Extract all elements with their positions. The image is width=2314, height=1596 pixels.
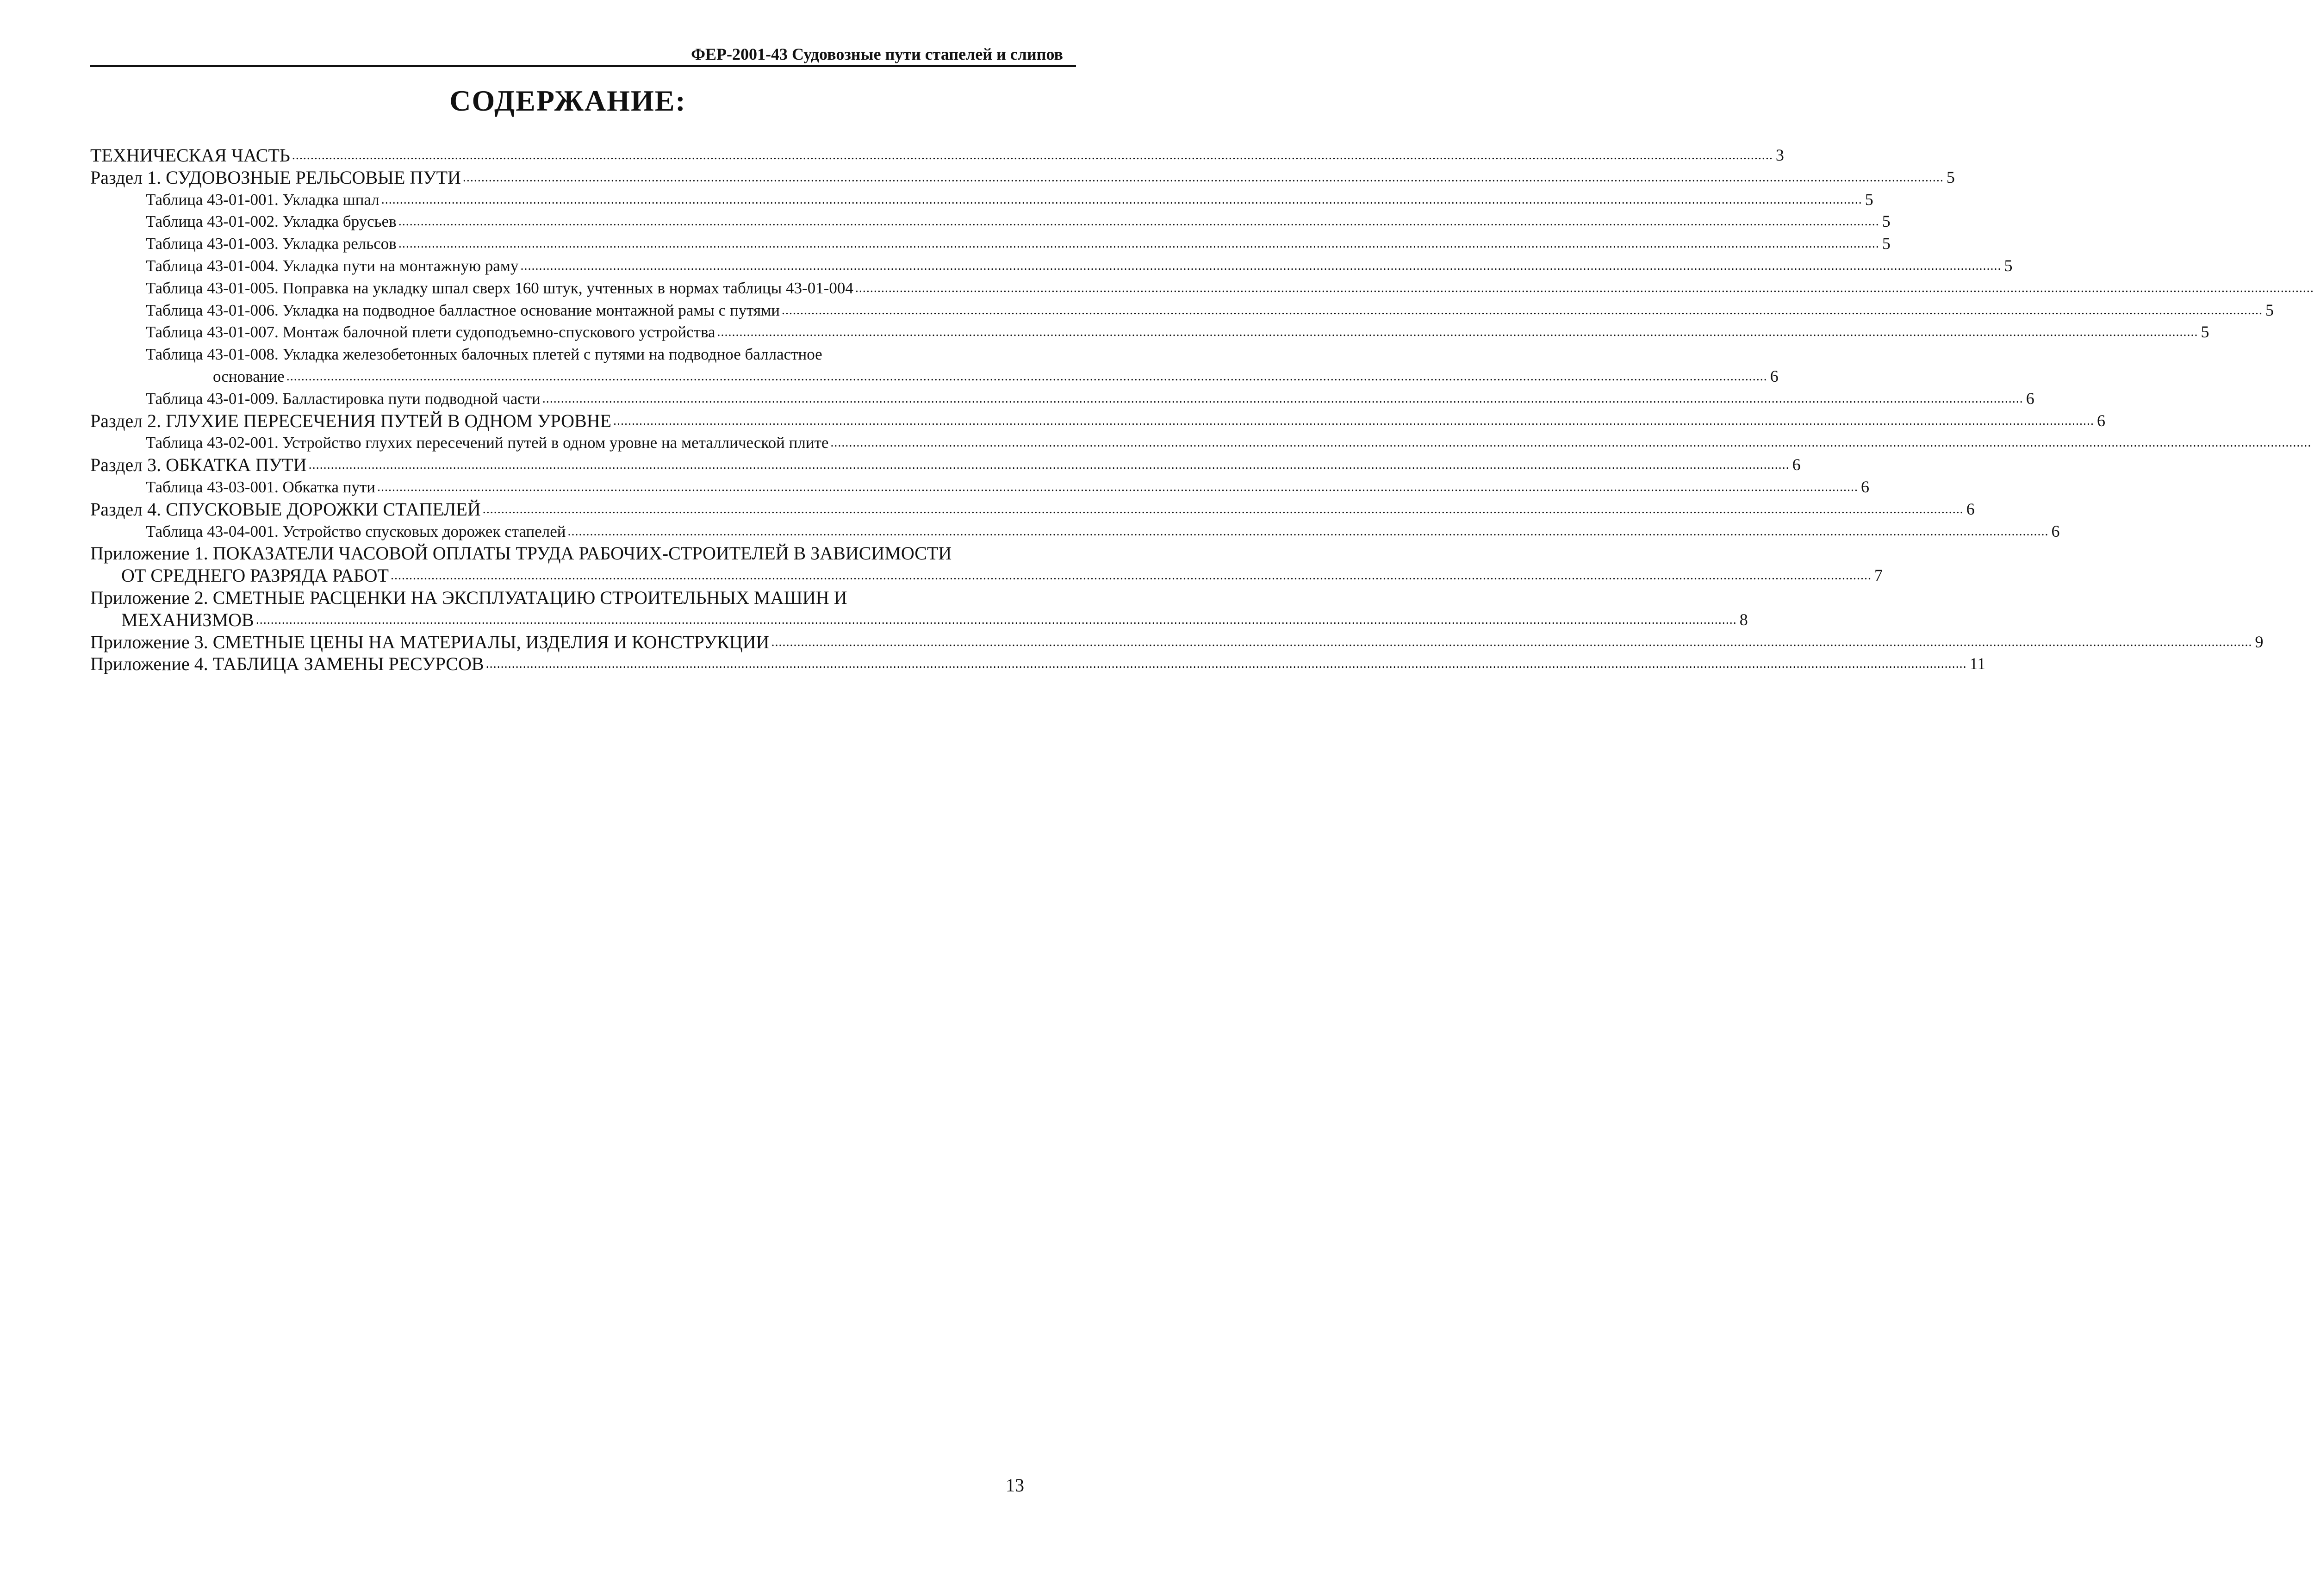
toc-entry-label: Таблица 43-01-001. Укладка шпал bbox=[146, 190, 379, 209]
toc-entry-label: Раздел 2. ГЛУХИЕ ПЕРЕСЕЧЕНИЯ ПУТЕЙ В ОДНОМ УРОВНЕ bbox=[90, 410, 612, 431]
toc-entry-section-3[interactable] bbox=[90, 454, 1801, 476]
toc-entry-table-43-01-008-line2[interactable] bbox=[90, 366, 1779, 388]
toc-entry-table-43-04-001[interactable] bbox=[90, 521, 2060, 543]
dot-leader bbox=[381, 189, 1862, 211]
dot-leader bbox=[292, 144, 1773, 167]
toc-entry-appendix-4[interactable] bbox=[90, 653, 1986, 675]
toc-entry-page: 6 bbox=[1770, 366, 1779, 385]
toc-entry-table-43-01-006[interactable] bbox=[90, 299, 2274, 322]
toc-entry-table-43-02-001[interactable] bbox=[90, 432, 1027, 454]
toc-entry-appendix-2-line2[interactable] bbox=[90, 609, 1748, 631]
toc-entry-label: ОТ СРЕДНЕГО РАЗРЯДА РАБОТ bbox=[121, 565, 389, 586]
dot-leader bbox=[855, 277, 2314, 299]
toc-entry-page: 9 bbox=[2255, 632, 2264, 651]
toc-entry-label: Таблица 43-01-009. Балластировка пути подводной части bbox=[146, 389, 541, 408]
toc-entry-page: 11 bbox=[1969, 654, 1986, 673]
dot-leader bbox=[613, 410, 2094, 432]
dot-leader bbox=[256, 609, 1737, 631]
toc-entry-table-43-01-007[interactable] bbox=[90, 321, 2209, 343]
toc-entry-table-43-01-001[interactable] bbox=[90, 189, 1873, 211]
dot-leader bbox=[398, 233, 1879, 255]
dot-leader bbox=[830, 432, 2311, 454]
toc-entry-label: Таблица 43-04-001. Устройство спусковых дорожек стапелей bbox=[146, 522, 566, 540]
toc-entry-label: Таблица 43-01-004. Укладка пути на монтажную раму bbox=[146, 256, 519, 275]
dot-leader bbox=[391, 565, 1872, 587]
toc-entry-section-4[interactable] bbox=[90, 498, 1975, 521]
toc-entry-label: Приложение 2. СМЕТНЫЕ РАСЦЕНКИ НА ЭКСПЛУАТАЦИЮ СТРОИТЕЛЬНЫХ МАШИН И bbox=[90, 587, 847, 608]
toc-entry-page: 6 bbox=[1966, 499, 1975, 518]
toc-entry-label: Приложение 3. СМЕТНЫЕ ЦЕНЫ НА МАТЕРИАЛЫ, ИЗДЕЛИЯ И КОНСТРУКЦИИ bbox=[90, 631, 770, 652]
toc-entry-label: Раздел 1. СУДОВОЗНЫЕ РЕЛЬСОВЫЕ ПУТИ bbox=[90, 167, 461, 188]
dot-leader bbox=[771, 631, 2252, 653]
toc-entry-table-43-01-003[interactable] bbox=[90, 233, 1891, 255]
dot-leader bbox=[782, 299, 2263, 322]
dot-leader bbox=[463, 167, 1944, 189]
toc-entry-label: Таблица 43-01-007. Монтаж балочной плети судоподъемно-спускового устройства bbox=[146, 323, 715, 342]
toc-entry-table-43-01-004[interactable] bbox=[90, 255, 2013, 277]
dot-leader bbox=[486, 653, 1967, 675]
toc-entry-label: Таблица 43-01-005. Поправка на укладку шпал сверх 160 штук, учтенных в нормах таблицы 43-01-004 bbox=[146, 279, 853, 297]
toc-entry-label: Таблица 43-01-006. Укладка на подводное балластное основание монтажной рамы с путями bbox=[146, 301, 780, 319]
toc-entry-label: Таблица 43-01-008. Укладка железобетонных балочных плетей с путями на подводное балластное bbox=[146, 345, 822, 364]
toc-entry-page: 5 bbox=[2265, 300, 2274, 319]
table-of-contents bbox=[90, 144, 2274, 675]
toc-entry-page: 6 bbox=[2026, 389, 2034, 408]
toc-entry-page: 6 bbox=[1792, 455, 1801, 474]
toc-entry-label: Таблица 43-03-001. Обкатка пути bbox=[146, 478, 375, 496]
toc-entry-appendix-1-line1[interactable] bbox=[90, 542, 1027, 565]
toc-entry-label: Раздел 4. СПУСКОВЫЕ ДОРОЖКИ СТАПЕЛЕЙ bbox=[90, 498, 481, 520]
toc-entry-label: Таблица 43-01-002. Укладка брусьев bbox=[146, 212, 397, 231]
toc-entry-appendix-3[interactable] bbox=[90, 631, 2264, 653]
toc-entry-page: 6 bbox=[2051, 522, 2060, 540]
toc-entry-section-1[interactable] bbox=[90, 167, 1955, 189]
toc-entry-label: основание bbox=[213, 367, 285, 385]
toc-entry-label: ТЕХНИЧЕСКАЯ ЧАСТЬ bbox=[90, 145, 290, 166]
toc-entry-technical-part[interactable] bbox=[90, 144, 1784, 167]
running-header bbox=[90, 44, 1076, 67]
toc-entry-label: Таблица 43-02-001. Устройство глухих пересечений путей в одном уровне на металлической плите bbox=[146, 434, 829, 452]
toc-entry-page: 6 bbox=[1861, 477, 1869, 496]
toc-entry-page: 5 bbox=[1882, 212, 1891, 231]
toc-entry-table-43-03-001[interactable] bbox=[90, 476, 1869, 498]
toc-entry-label: МЕХАНИЗМОВ bbox=[121, 609, 254, 630]
toc-entry-table-43-01-002[interactable] bbox=[90, 211, 1891, 233]
dot-leader bbox=[717, 321, 2198, 343]
dot-leader bbox=[542, 388, 2023, 410]
dot-leader bbox=[520, 255, 2001, 277]
page-title: СОДЕРЖАНИЕ: bbox=[449, 84, 686, 117]
toc-entry-label: Приложение 1. ПОКАЗАТЕЛИ ЧАСОВОЙ ОПЛАТЫ ТРУДА РАБОЧИХ-СТРОИТЕЛЕЙ В ЗАВИСИМОСТИ bbox=[90, 543, 952, 564]
dot-leader bbox=[398, 211, 1879, 233]
toc-entry-label: Таблица 43-01-003. Укладка рельсов bbox=[146, 235, 397, 253]
dot-leader bbox=[483, 498, 1964, 521]
dot-leader bbox=[377, 476, 1858, 498]
page-number: 13 bbox=[1006, 1475, 1024, 1496]
toc-entry-page: 5 bbox=[1882, 234, 1891, 253]
toc-entry-section-2[interactable] bbox=[90, 410, 2106, 432]
toc-entry-table-43-01-005[interactable] bbox=[90, 277, 1027, 299]
dot-leader bbox=[568, 521, 2049, 543]
toc-entry-appendix-1-line2[interactable] bbox=[90, 565, 1883, 587]
toc-entry-label: Раздел 3. ОБКАТКА ПУТИ bbox=[90, 454, 307, 476]
toc-entry-page: 5 bbox=[2201, 323, 2209, 342]
dot-leader bbox=[286, 366, 1767, 388]
toc-entry-page: 5 bbox=[1946, 168, 1955, 186]
toc-entry-label: Приложение 4. ТАБЛИЦА ЗАМЕНЫ РЕСУРСОВ bbox=[90, 653, 484, 675]
toc-entry-appendix-2-line1[interactable] bbox=[90, 587, 1027, 609]
toc-entry-page: 3 bbox=[1775, 146, 1784, 164]
running-title: ФЕР-2001-43 Судовозные пути стапелей и слипов bbox=[691, 45, 1063, 63]
toc-entry-page: 5 bbox=[2004, 256, 2013, 275]
toc-entry-table-43-01-008-line1[interactable] bbox=[90, 343, 1027, 366]
toc-entry-page: 5 bbox=[1865, 190, 1873, 209]
dot-leader bbox=[309, 454, 1790, 476]
toc-entry-page: 7 bbox=[1874, 566, 1883, 585]
toc-entry-page: 8 bbox=[1739, 610, 1748, 629]
toc-entry-page: 6 bbox=[2097, 411, 2106, 430]
toc-entry-table-43-01-009[interactable] bbox=[90, 388, 2034, 410]
